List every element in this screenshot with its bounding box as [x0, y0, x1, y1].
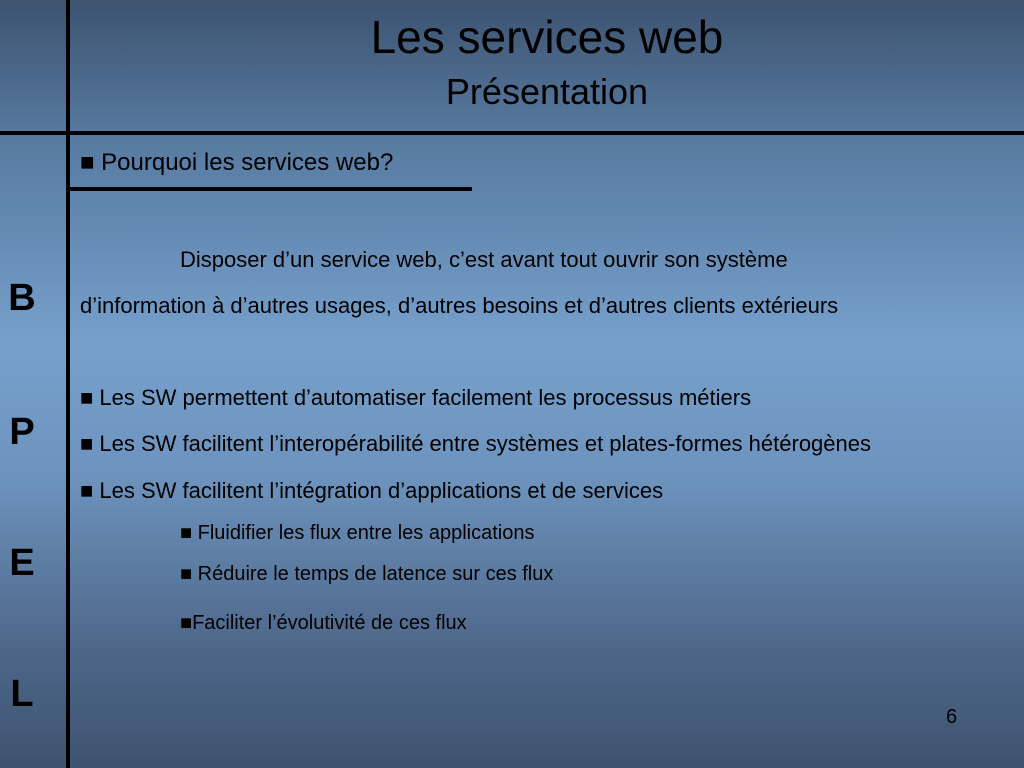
sub-bullet-fluidify: ■ Fluidifier les flux entre les applications: [180, 522, 535, 544]
heading-underline: [70, 187, 472, 191]
intro-line-2: d’information à d’autres usages, d’autres besoins et d’autres clients extérieurs: [80, 293, 839, 318]
section-heading: ■ Pourquoi les services web?: [80, 149, 394, 176]
side-letter-b: B: [8, 277, 36, 319]
vertical-divider: [66, 0, 70, 768]
side-letter-p: P: [9, 411, 35, 453]
slide-title: Les services web: [370, 11, 724, 63]
horizontal-divider: [0, 131, 1024, 135]
side-letter-e: E: [9, 542, 35, 584]
bullet-automation: ■ Les SW permettent d’automatiser facilement les processus métiers: [80, 385, 752, 410]
page-number: 6: [946, 706, 958, 728]
sub-bullet-latency: ■ Réduire le temps de latence sur ces flux: [180, 563, 554, 585]
side-letter-l: L: [10, 673, 34, 715]
bullet-integration: ■ Les SW facilitent l’intégration d’applications et de services: [80, 478, 664, 503]
bullet-interoperability: ■ Les SW facilitent l’interopérabilité entre systèmes et plates-formes hétérogènes: [80, 431, 871, 456]
sub-bullet-evolutivity: ■Faciliter l’évolutivité de ces flux: [180, 612, 467, 634]
intro-line-1: Disposer d’un service web, c’est avant tout ouvrir son système: [180, 247, 788, 272]
slide-subtitle: Présentation: [445, 71, 649, 112]
